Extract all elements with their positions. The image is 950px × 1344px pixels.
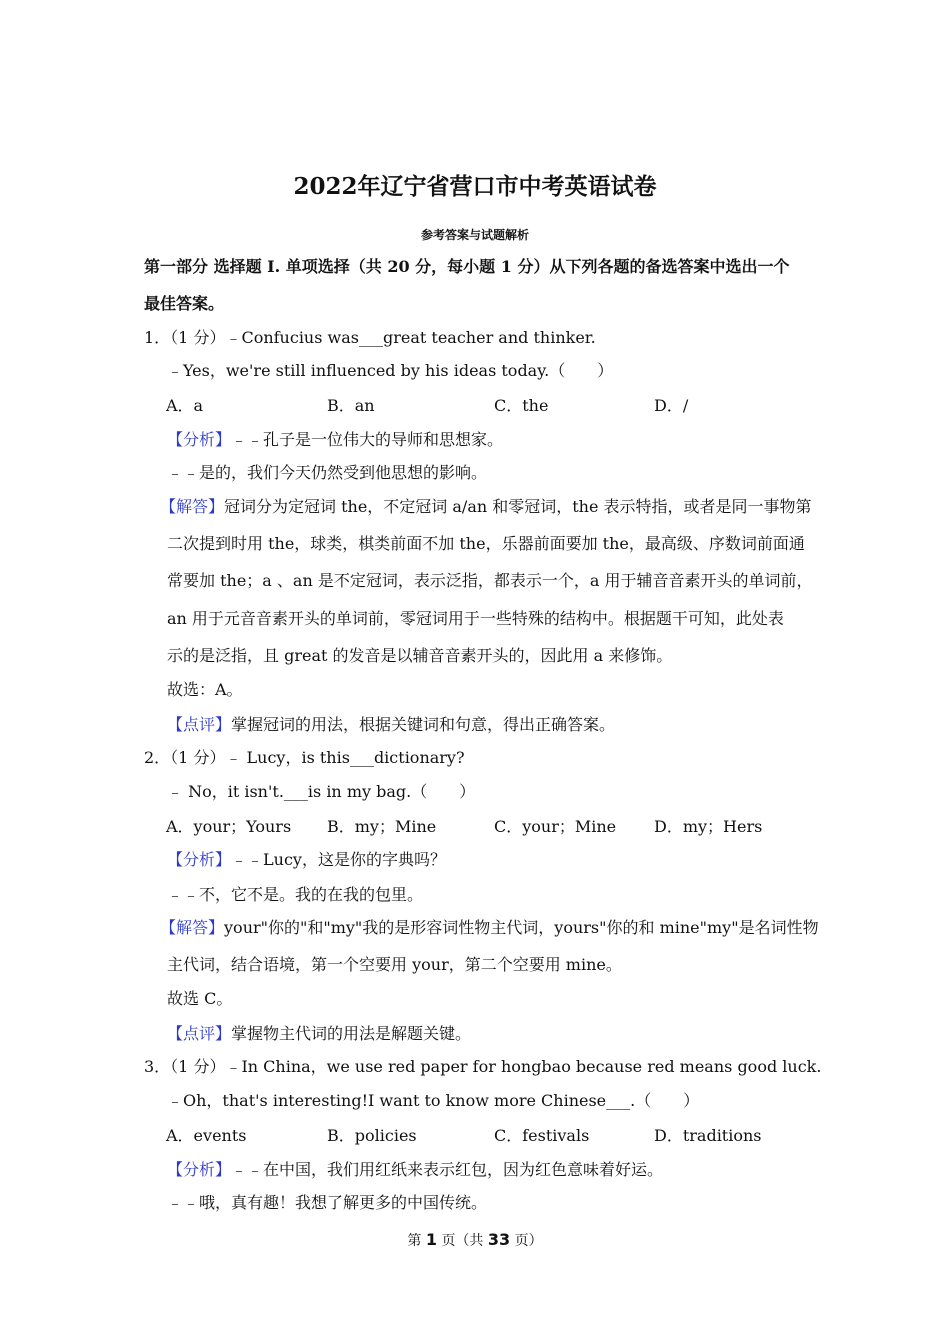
q1-answer-line2: 二次提到时用 the，球类，棋类前面不加 the，乐器前面要加 the，最高级、序数词前面通 bbox=[167, 534, 805, 553]
q3-stem: 3．（1 分）﹣In China，we use red paper for hongbao because red means good luck. bbox=[144, 1057, 822, 1076]
q2-comment-text: 掌握物主代词的用法是解题关键。 bbox=[231, 1024, 472, 1043]
q1-analysis-text: ﹣﹣孔子是一位伟大的导师和思想家。 bbox=[231, 430, 504, 449]
q2-analysis2: ﹣﹣不，它不是。我的在我的包里。 bbox=[167, 885, 424, 904]
q1-answer-line4: an 用于元音音素开头的单词前，零冠词用于一些特殊的结构中。根据题干可知，此处表 bbox=[167, 609, 784, 628]
q1-analysis bbox=[167, 427, 503, 450]
q1-answer-line5: 示的是泛指，且 great 的发音是以辅音音素开头的，因此用 a 来修饰。 bbox=[167, 646, 673, 665]
q2-answer-text: your"你的"和"my"我的是形容词性物主代词，yours"你的和 mine"my"是名词性物 bbox=[224, 918, 819, 937]
q3-option-c: C．festivals bbox=[494, 1126, 590, 1145]
q1-option-a: A．a bbox=[166, 396, 204, 415]
q3-option-d: D．traditions bbox=[654, 1126, 762, 1145]
q2-answer-line2: 主代词，结合语境，第一个空要用 your，第二个空要用 mine。 bbox=[167, 955, 622, 974]
q2-option-d: D．my；Hers bbox=[654, 817, 763, 836]
q1-comment bbox=[167, 712, 615, 735]
q3-option-b: B．policies bbox=[327, 1126, 417, 1145]
q1-choice: 故选：A。 bbox=[167, 680, 243, 699]
q3-line2: ﹣Oh，that's interesting!I want to know more Chinese___.（ ） bbox=[167, 1091, 700, 1110]
q2-option-a: A．your；Yours bbox=[166, 817, 292, 836]
q3-analysis2: ﹣﹣哦，真有趣！我想了解更多的中国传统。 bbox=[167, 1193, 488, 1212]
q1-answer-text: 冠词分为定冠词 the，不定冠词 a/an 和零冠词，the 表示特指，或者是同一事物第 bbox=[224, 497, 812, 516]
q2-comment bbox=[167, 1021, 471, 1044]
comment-tag: 【点评】 bbox=[167, 715, 232, 734]
q1-analysis2: ﹣﹣是的，我们今天仍然受到他思想的影响。 bbox=[167, 463, 488, 482]
q1-option-b: B．an bbox=[327, 396, 375, 415]
q1-option-d: D．/ bbox=[654, 396, 689, 415]
q1-option-c: C．the bbox=[494, 396, 549, 415]
q2-analysis bbox=[167, 847, 446, 870]
analysis-tag: 【分析】 bbox=[167, 430, 232, 449]
q2-stem: 2．（1 分）﹣ Lucy，is this___dictionary? bbox=[144, 748, 465, 767]
q2-analysis-text: ﹣﹣Lucy，这是你的字典吗？ bbox=[231, 850, 446, 869]
footer-page-number: 1 bbox=[425, 1230, 437, 1249]
analysis-tag: 【分析】 bbox=[167, 1160, 232, 1179]
page-subtitle: 参考答案与试题解析 bbox=[420, 228, 529, 242]
q2-option-b: B．my；Mine bbox=[327, 817, 437, 836]
footer-pre: 第 bbox=[407, 1233, 422, 1249]
q2-option-c: C．your；Mine bbox=[494, 817, 617, 836]
q1-answer-line1 bbox=[160, 494, 812, 517]
q2-line2: ﹣ No，it isn't.___is in my bag.（ ） bbox=[167, 782, 476, 801]
q3-option-a: A．events bbox=[166, 1126, 247, 1145]
answer-tag: 【解答】 bbox=[160, 918, 225, 937]
answer-tag: 【解答】 bbox=[160, 497, 225, 516]
part-heading-line2: 最佳答案。 bbox=[144, 294, 225, 313]
comment-tag: 【点评】 bbox=[167, 1024, 232, 1043]
footer-post: 页） bbox=[514, 1233, 543, 1249]
footer-total-pages: 33 bbox=[487, 1230, 511, 1249]
q1-comment-text: 掌握冠词的用法，根据关键词和句意，得出正确答案。 bbox=[231, 715, 616, 734]
analysis-tag: 【分析】 bbox=[167, 850, 232, 869]
footer-mid: 页（共 bbox=[441, 1233, 484, 1249]
page-title: 2022年辽宁省营口市中考英语试卷 bbox=[293, 173, 657, 200]
q2-choice: 故选 C。 bbox=[167, 989, 233, 1008]
q2-answer-line1 bbox=[160, 915, 819, 938]
q3-analysis bbox=[167, 1157, 663, 1180]
q3-analysis-text: ﹣﹣在中国，我们用红纸来表示红包，因为红色意味着好运。 bbox=[231, 1160, 664, 1179]
page-footer bbox=[0, 1230, 950, 1250]
q1-stem: 1．（1 分）﹣Confucius was___great teacher and thinker. bbox=[144, 328, 596, 347]
part-heading-line1: 第一部分 选择题 I. 单项选择（共 20 分，每小题 1 分）从下列各题的备选答案中选出一个 bbox=[144, 257, 790, 276]
q1-answer-line3: 常要加 the；a 、an 是不定冠词，表示泛指，都表示一个，a 用于辅音音素开头的单词前， bbox=[167, 571, 813, 590]
q1-line2: ﹣Yes，we're still influenced by his ideas today.（ ） bbox=[167, 361, 614, 380]
